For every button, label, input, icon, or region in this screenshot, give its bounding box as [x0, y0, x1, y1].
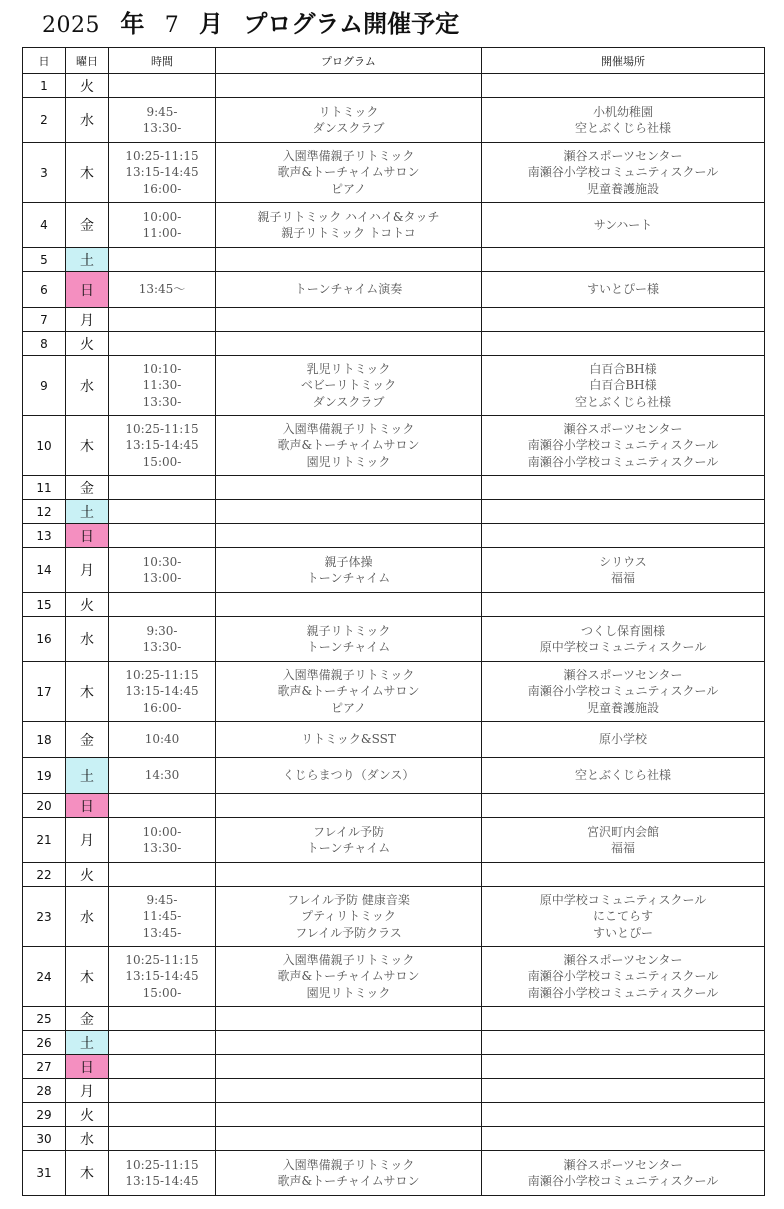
- title-main: プログラム開催予定: [243, 9, 460, 38]
- header-venue: 開催場所: [482, 48, 765, 74]
- time-line: 11:00-: [142, 226, 182, 240]
- time-line: 9:30-: [146, 623, 178, 638]
- time-cell: [109, 863, 216, 887]
- program-line: くじらまつり（ダンス）: [282, 768, 415, 783]
- day-cell: 9: [23, 356, 66, 416]
- time-line: 10:40: [144, 732, 180, 747]
- time-cell: [109, 758, 216, 794]
- program-cell: [216, 143, 482, 203]
- venue-line: 原小学校: [598, 732, 647, 747]
- time-line: 13:30-: [142, 121, 182, 135]
- program-cell: [216, 356, 482, 416]
- venue-line: 児童養護施設: [586, 700, 659, 715]
- time-cell: [109, 74, 216, 98]
- time-line: 13:15-14:45: [125, 165, 199, 180]
- venue-line: 瀬谷スポーツセンター: [563, 421, 683, 436]
- time-cell: [109, 1055, 216, 1079]
- venue-cell: [482, 722, 765, 758]
- time-line: 13:15-14:45: [125, 438, 199, 453]
- program-cell: [216, 722, 482, 758]
- weekday-cell: 水: [66, 617, 109, 662]
- table-row: [23, 308, 765, 332]
- time-line: 13:00-: [142, 571, 182, 585]
- header-day: 日: [23, 48, 66, 74]
- program-cell: [216, 1031, 482, 1055]
- table-row: [23, 1127, 765, 1151]
- header-program: プログラム: [216, 48, 482, 74]
- time-cell: [109, 248, 216, 272]
- time-line: 15:00-: [142, 985, 182, 1000]
- day-cell: 25: [23, 1007, 66, 1031]
- program-cell: [216, 758, 482, 794]
- weekday-cell: 土: [66, 758, 109, 794]
- weekday-cell: 水: [66, 887, 109, 947]
- table-row: [23, 617, 765, 662]
- time-cell: [109, 308, 216, 332]
- time-line: 10:00-: [142, 209, 182, 224]
- venue-line: 原中学校コミュニティスクール: [539, 892, 707, 907]
- table-row: [23, 887, 765, 947]
- day-cell: 30: [23, 1127, 66, 1151]
- venue-line: 南瀬谷小学校コミュニティスクール: [527, 1174, 719, 1188]
- venue-cell: [482, 548, 765, 593]
- day-cell: 31: [23, 1151, 66, 1196]
- venue-cell: [482, 887, 765, 947]
- table-row: [23, 143, 765, 203]
- weekday-cell: 火: [66, 1103, 109, 1127]
- day-cell: 16: [23, 617, 66, 662]
- venue-cell: [482, 1079, 765, 1103]
- venue-cell: [482, 1031, 765, 1055]
- table-row: [23, 524, 765, 548]
- program-line: 歌声&トーチャイムサロン: [277, 165, 420, 180]
- table-row: [23, 332, 765, 356]
- day-cell: 24: [23, 947, 66, 1007]
- day-cell: 26: [23, 1031, 66, 1055]
- program-line: ダンスクラブ: [312, 121, 385, 135]
- day-cell: 17: [23, 662, 66, 722]
- time-line: 16:00-: [142, 700, 182, 715]
- time-cell: [109, 794, 216, 818]
- venue-cell: [482, 248, 765, 272]
- program-cell: [216, 98, 482, 143]
- table-row: [23, 203, 765, 248]
- weekday-cell: 日: [66, 794, 109, 818]
- weekday-cell: 金: [66, 476, 109, 500]
- day-cell: 27: [23, 1055, 66, 1079]
- program-cell: [216, 272, 482, 308]
- time-cell: [109, 332, 216, 356]
- weekday-cell: 水: [66, 98, 109, 143]
- day-cell: 1: [23, 74, 66, 98]
- program-line: 親子体操: [324, 554, 373, 569]
- time-line: 11:30-: [142, 378, 182, 393]
- table-row: [23, 794, 765, 818]
- weekday-cell: 金: [66, 722, 109, 758]
- time-line: 13:30-: [142, 841, 182, 855]
- day-cell: 3: [23, 143, 66, 203]
- time-line: 13:30-: [142, 394, 182, 409]
- title-nen: 年: [120, 9, 145, 38]
- venue-cell: [482, 794, 765, 818]
- venue-cell: [482, 98, 765, 143]
- table-row: [23, 758, 765, 794]
- venue-cell: [482, 143, 765, 203]
- day-cell: 15: [23, 593, 66, 617]
- program-line: 歌声&トーチャイムサロン: [277, 1174, 420, 1188]
- program-cell: [216, 593, 482, 617]
- day-cell: 10: [23, 416, 66, 476]
- time-cell: [109, 500, 216, 524]
- time-line: 15:00-: [142, 454, 182, 469]
- venue-line: すいとぴー様: [586, 282, 659, 297]
- time-cell: [109, 1127, 216, 1151]
- time-cell: [109, 593, 216, 617]
- venue-cell: [482, 1103, 765, 1127]
- venue-cell: [482, 863, 765, 887]
- day-cell: 22: [23, 863, 66, 887]
- venue-cell: [482, 74, 765, 98]
- program-line: 入園準備親子リトミック: [282, 421, 415, 436]
- program-cell: [216, 863, 482, 887]
- program-line: 入園準備親子リトミック: [282, 148, 415, 163]
- weekday-cell: 木: [66, 947, 109, 1007]
- program-cell: [216, 500, 482, 524]
- venue-cell: [482, 593, 765, 617]
- venue-line: 瀬谷スポーツセンター: [563, 667, 683, 682]
- program-line: 歌声&トーチャイムサロン: [277, 969, 420, 984]
- time-cell: [109, 662, 216, 722]
- venue-line: 南瀬谷小学校コミュニティスクール: [527, 684, 719, 699]
- time-cell: [109, 1079, 216, 1103]
- title-tsuki: 月: [199, 9, 224, 38]
- venue-cell: [482, 308, 765, 332]
- program-line: 入園準備親子リトミック: [282, 667, 415, 682]
- program-cell: [216, 308, 482, 332]
- time-line: 10:30-: [142, 554, 182, 569]
- weekday-cell: 日: [66, 1055, 109, 1079]
- table-row: [23, 662, 765, 722]
- table-row: [23, 356, 765, 416]
- program-line: フレイル予防 健康音楽: [287, 892, 410, 907]
- time-cell: [109, 356, 216, 416]
- time-line: 9:45-: [146, 892, 178, 907]
- day-cell: 29: [23, 1103, 66, 1127]
- time-line: 10:25-11:15: [125, 667, 199, 682]
- time-cell: [109, 143, 216, 203]
- table-row: [23, 416, 765, 476]
- table-row: [23, 818, 765, 863]
- venue-line: サンハート: [593, 217, 653, 232]
- weekday-cell: 土: [66, 1031, 109, 1055]
- day-cell: 11: [23, 476, 66, 500]
- program-line: トーンチャイム: [306, 841, 391, 855]
- time-line: 11:45-: [142, 909, 182, 924]
- venue-line: 瀬谷スポーツセンター: [563, 148, 683, 163]
- time-line: 10:25-11:15: [125, 1157, 199, 1172]
- day-cell: 19: [23, 758, 66, 794]
- day-cell: 4: [23, 203, 66, 248]
- venue-line: 白百合BH様: [589, 361, 657, 376]
- venue-cell: [482, 617, 765, 662]
- time-line: 13:15-14:45: [125, 969, 199, 984]
- table-row: [23, 1031, 765, 1055]
- time-cell: [109, 203, 216, 248]
- table-row: [23, 863, 765, 887]
- time-line: 16:00-: [142, 181, 182, 196]
- program-line: トーンチャイム演奏: [294, 282, 403, 297]
- venue-line: 空とぶくじら社様: [574, 768, 671, 783]
- program-line: リトミック: [318, 104, 379, 119]
- program-line: トーンチャイム: [306, 640, 391, 654]
- time-line: 10:25-11:15: [125, 952, 199, 967]
- weekday-cell: 金: [66, 1007, 109, 1031]
- time-cell: [109, 617, 216, 662]
- program-line: 園児リトミック: [306, 454, 391, 469]
- venue-line: 南瀬谷小学校コミュニティスクール: [527, 454, 719, 469]
- day-cell: 12: [23, 500, 66, 524]
- table-row: [23, 500, 765, 524]
- table-row: [23, 947, 765, 1007]
- table-row: [23, 1007, 765, 1031]
- program-line: 園児リトミック: [306, 985, 391, 1000]
- program-cell: [216, 617, 482, 662]
- header-time: 時間: [109, 48, 216, 74]
- program-line: 入園準備親子リトミック: [282, 952, 415, 967]
- venue-cell: [482, 818, 765, 863]
- weekday-cell: 金: [66, 203, 109, 248]
- day-cell: 8: [23, 332, 66, 356]
- program-line: リトミック&SST: [301, 732, 396, 747]
- weekday-cell: 土: [66, 248, 109, 272]
- time-line: 13:45-: [142, 925, 182, 940]
- program-cell: [216, 74, 482, 98]
- time-cell: [109, 416, 216, 476]
- venue-line: にこてらす: [592, 909, 653, 924]
- table-row: [23, 1079, 765, 1103]
- header-weekday: 曜日: [66, 48, 109, 74]
- table-row: [23, 248, 765, 272]
- weekday-cell: 月: [66, 1079, 109, 1103]
- weekday-cell: 日: [66, 272, 109, 308]
- venue-line: 福福: [610, 571, 635, 585]
- venue-cell: [482, 1127, 765, 1151]
- venue-cell: [482, 947, 765, 1007]
- time-line: 13:45〜: [138, 282, 186, 297]
- weekday-cell: 木: [66, 143, 109, 203]
- venue-cell: [482, 662, 765, 722]
- venue-line: 空とぶくじら社様: [574, 121, 671, 135]
- venue-line: すいとぴー: [592, 925, 653, 940]
- venue-line: 瀬谷スポーツセンター: [563, 952, 683, 967]
- program-cell: [216, 1079, 482, 1103]
- program-line: ダンスクラブ: [312, 394, 385, 409]
- time-line: 13:15-14:45: [125, 1174, 199, 1188]
- weekday-cell: 木: [66, 416, 109, 476]
- table-row: [23, 593, 765, 617]
- time-line: 9:45-: [146, 104, 178, 119]
- venue-cell: [482, 476, 765, 500]
- program-line: 親子リトミック ハイハイ&タッチ: [257, 209, 440, 224]
- weekday-cell: 火: [66, 332, 109, 356]
- program-line: プティリトミック: [301, 909, 396, 924]
- time-cell: [109, 1103, 216, 1127]
- venue-line: 南瀬谷小学校コミュニティスクール: [527, 985, 719, 1000]
- page-title: [42, 4, 459, 40]
- venue-cell: [482, 272, 765, 308]
- time-cell: [109, 947, 216, 1007]
- venue-line: 小机幼稚園: [592, 104, 653, 119]
- venue-line: 瀬谷スポーツセンター: [563, 1157, 683, 1172]
- time-line: 10:00-: [142, 824, 182, 839]
- weekday-cell: 木: [66, 662, 109, 722]
- weekday-cell: 月: [66, 818, 109, 863]
- program-line: 親子リトミック トコトコ: [281, 226, 416, 240]
- table-row: [23, 476, 765, 500]
- table-row: [23, 1103, 765, 1127]
- program-line: ピアノ: [330, 700, 367, 715]
- program-cell: [216, 1007, 482, 1031]
- time-cell: [109, 887, 216, 947]
- table-row: [23, 1055, 765, 1079]
- schedule-body: [23, 74, 765, 1196]
- program-line: 親子リトミック: [306, 623, 391, 638]
- program-cell: [216, 1151, 482, 1196]
- time-cell: [109, 1007, 216, 1031]
- weekday-cell: 日: [66, 524, 109, 548]
- program-line: フレイル予防クラス: [295, 925, 402, 940]
- program-cell: [216, 203, 482, 248]
- weekday-cell: 土: [66, 500, 109, 524]
- program-line: ベビーリトミック: [300, 378, 397, 393]
- time-cell: [109, 548, 216, 593]
- program-line: フレイル予防: [313, 824, 384, 839]
- day-cell: 18: [23, 722, 66, 758]
- venue-cell: [482, 356, 765, 416]
- weekday-cell: 水: [66, 1127, 109, 1151]
- time-cell: [109, 818, 216, 863]
- venue-line: 原中学校コミュニティスクール: [539, 640, 707, 654]
- program-cell: [216, 1127, 482, 1151]
- day-cell: 21: [23, 818, 66, 863]
- program-cell: [216, 1055, 482, 1079]
- weekday-cell: 火: [66, 593, 109, 617]
- day-cell: 5: [23, 248, 66, 272]
- venue-line: つくし保育園様: [580, 623, 665, 638]
- program-cell: [216, 248, 482, 272]
- program-cell: [216, 524, 482, 548]
- venue-line: シリウス: [599, 554, 647, 569]
- venue-cell: [482, 500, 765, 524]
- weekday-cell: 木: [66, 1151, 109, 1196]
- time-cell: [109, 524, 216, 548]
- venue-cell: [482, 1151, 765, 1196]
- program-cell: [216, 416, 482, 476]
- table-row: [23, 1151, 765, 1196]
- program-cell: [216, 947, 482, 1007]
- program-cell: [216, 794, 482, 818]
- program-line: 入園準備親子リトミック: [282, 1157, 415, 1172]
- venue-line: 空とぶくじら社様: [574, 394, 671, 409]
- day-cell: 7: [23, 308, 66, 332]
- weekday-cell: 火: [66, 863, 109, 887]
- schedule-table: [22, 47, 765, 1196]
- venue-cell: [482, 332, 765, 356]
- day-cell: 20: [23, 794, 66, 818]
- time-line: 10:25-11:15: [125, 421, 199, 436]
- weekday-cell: 水: [66, 356, 109, 416]
- day-cell: 13: [23, 524, 66, 548]
- weekday-cell: 火: [66, 74, 109, 98]
- program-cell: [216, 548, 482, 593]
- venue-line: 白百合BH様: [589, 378, 657, 393]
- program-line: ピアノ: [330, 181, 367, 196]
- time-line: 14:30: [144, 768, 180, 783]
- venue-line: 児童養護施設: [586, 181, 659, 196]
- venue-line: 南瀬谷小学校コミュニティスクール: [527, 438, 719, 453]
- program-cell: [216, 662, 482, 722]
- venue-cell: [482, 758, 765, 794]
- time-cell: [109, 1151, 216, 1196]
- program-cell: [216, 887, 482, 947]
- program-cell: [216, 476, 482, 500]
- time-cell: [109, 98, 216, 143]
- weekday-cell: 月: [66, 548, 109, 593]
- venue-cell: [482, 416, 765, 476]
- venue-line: 宮沢町内会館: [586, 824, 659, 839]
- day-cell: 2: [23, 98, 66, 143]
- venue-line: 福福: [610, 841, 635, 855]
- day-cell: 28: [23, 1079, 66, 1103]
- time-line: 10:25-11:15: [125, 148, 199, 163]
- header-row: [23, 48, 765, 74]
- time-line: 13:30-: [142, 640, 182, 654]
- program-line: 歌声&トーチャイムサロン: [277, 684, 420, 699]
- time-cell: [109, 476, 216, 500]
- day-cell: 14: [23, 548, 66, 593]
- table-row: [23, 98, 765, 143]
- venue-line: 南瀬谷小学校コミュニティスクール: [527, 165, 719, 180]
- time-line: 10:10-: [142, 361, 182, 376]
- program-cell: [216, 818, 482, 863]
- day-cell: 6: [23, 272, 66, 308]
- table-row: [23, 74, 765, 98]
- venue-cell: [482, 1055, 765, 1079]
- table-row: [23, 272, 765, 308]
- time-cell: [109, 722, 216, 758]
- table-row: [23, 548, 765, 593]
- day-cell: 23: [23, 887, 66, 947]
- program-cell: [216, 332, 482, 356]
- program-line: 歌声&トーチャイムサロン: [277, 438, 420, 453]
- venue-cell: [482, 524, 765, 548]
- time-line: 13:15-14:45: [125, 684, 199, 699]
- venue-line: 南瀬谷小学校コミュニティスクール: [527, 969, 719, 984]
- time-cell: [109, 272, 216, 308]
- time-cell: [109, 1031, 216, 1055]
- title-month: 7: [164, 13, 179, 38]
- program-cell: [216, 1103, 482, 1127]
- venue-cell: [482, 1007, 765, 1031]
- program-line: トーンチャイム: [306, 571, 391, 585]
- weekday-cell: 月: [66, 308, 109, 332]
- table-row: [23, 722, 765, 758]
- venue-cell: [482, 203, 765, 248]
- title-year: 2025: [42, 13, 100, 38]
- program-line: 乳児リトミック: [306, 361, 391, 376]
